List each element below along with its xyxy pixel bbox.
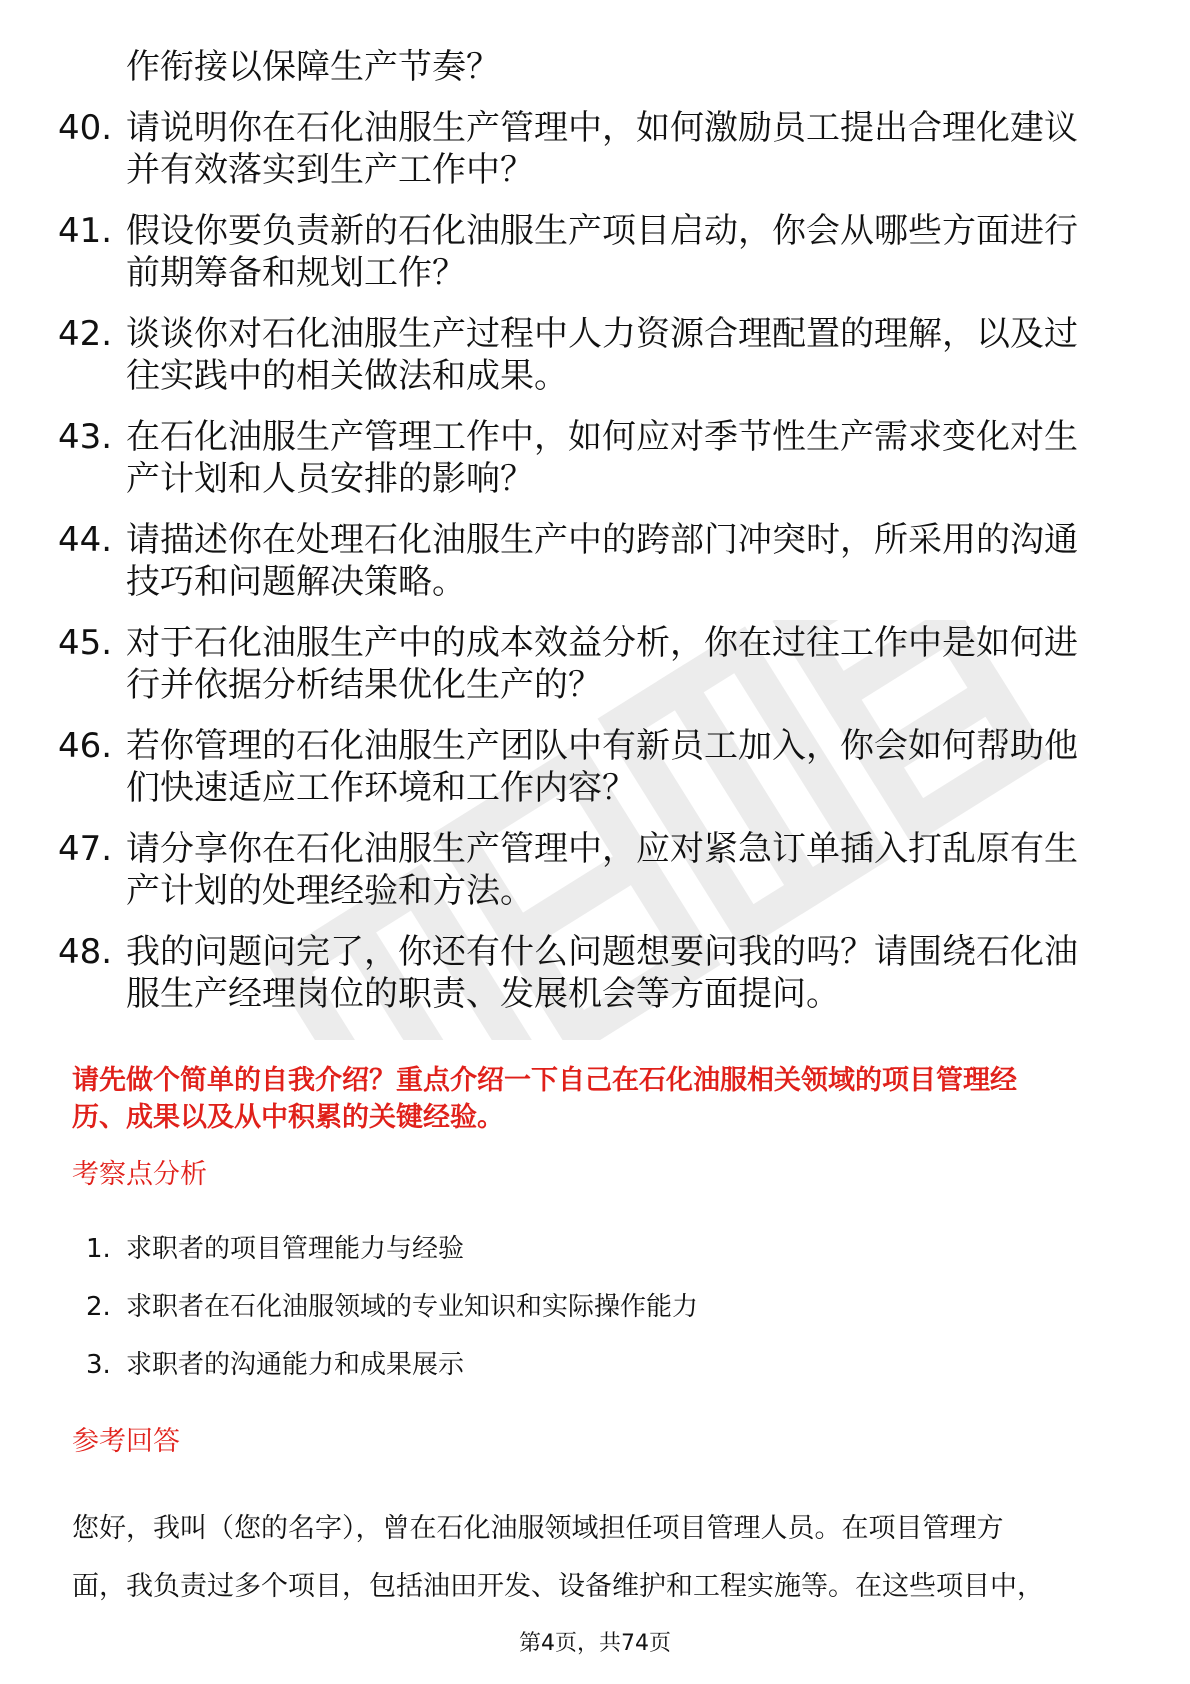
analysis-number: 2.: [86, 1292, 111, 1322]
question-line: 对于石化油服生产中的成本效益分析，你在过往工作中是如何进: [126, 623, 1078, 663]
question-text: [126, 107, 1138, 191]
question-item: [58, 725, 1138, 809]
question-line: 往实践中的相关做法和成果。: [126, 356, 568, 396]
question-item: [58, 107, 1138, 191]
question-item: [58, 46, 1138, 88]
question-number: 48.: [58, 932, 113, 972]
question-text: [126, 313, 1138, 397]
analysis-item: [86, 1232, 698, 1266]
question-number: 44.: [58, 520, 113, 560]
question-line: 前期筹备和规划工作？: [126, 253, 466, 293]
analysis-number: 1.: [86, 1234, 111, 1264]
analysis-heading: 考察点分析: [72, 1159, 207, 1190]
question-item: [58, 313, 1138, 397]
analysis-list: [86, 1232, 698, 1406]
question-line: 技巧和问题解决策略。: [126, 562, 466, 602]
question-item: [58, 519, 1138, 603]
question-item: [58, 210, 1138, 294]
answer-paragraph: [72, 1500, 1112, 1616]
question-line: 在石化油服生产管理工作中，如何应对季节性生产需求变化对生: [126, 417, 1078, 457]
question-list: [58, 46, 1138, 1034]
question-line: 产计划和人员安排的影响？: [126, 459, 534, 499]
page-footer: [0, 1630, 1190, 1658]
analysis-item: [86, 1348, 698, 1382]
analysis-number: 3.: [86, 1350, 111, 1380]
question-line: 假设你要负责新的石化油服生产项目启动，你会从哪些方面进行: [126, 211, 1078, 251]
question-text: [126, 931, 1138, 1015]
question-number: 43.: [58, 417, 113, 457]
featured-question: [72, 1062, 1132, 1136]
question-text: [126, 210, 1138, 294]
question-line: 请分享你在石化油服生产管理中，应对紧急订单插入打乱原有生: [126, 829, 1078, 869]
question-number: 40.: [58, 108, 113, 148]
analysis-text: 求职者的项目管理能力与经验: [126, 1234, 465, 1264]
question-line: 请说明你在石化油服生产管理中，如何激励员工提出合理化建议: [126, 108, 1078, 148]
question-number: 46.: [58, 726, 113, 766]
question-number: 47.: [58, 829, 113, 869]
question-item: [58, 828, 1138, 912]
question-item: [58, 622, 1138, 706]
featured-question-line: 历、成果以及从中积累的关键经验。: [72, 1102, 504, 1133]
answer-line: 面，我负责过多个项目，包括油田开发、设备维护和工程实施等。在这些项目中，: [72, 1571, 1044, 1602]
page-number: 第4页，共74页: [519, 1631, 671, 1656]
question-item: [58, 931, 1138, 1015]
question-line: 们快速适应工作环境和工作内容？: [126, 768, 636, 808]
analysis-text: 求职者的沟通能力和成果展示: [126, 1350, 465, 1380]
question-line: 产计划的处理经验和方法。: [126, 871, 534, 911]
question-text: [126, 519, 1138, 603]
question-line: 服生产经理岗位的职责、发展机会等方面提问。: [126, 974, 840, 1014]
question-text: [126, 828, 1138, 912]
analysis-text: 求职者在石化油服领域的专业知识和实际操作能力: [126, 1292, 699, 1322]
question-line: 请描述你在处理石化油服生产中的跨部门冲突时，所采用的沟通: [126, 520, 1078, 560]
question-text: [126, 725, 1138, 809]
question-line: 谈谈你对石化油服生产过程中人力资源合理配置的理解，以及过: [126, 314, 1078, 354]
answer-heading: 参考回答: [72, 1426, 180, 1457]
question-number: 41.: [58, 211, 113, 251]
question-number: 42.: [58, 314, 113, 354]
question-text: [126, 416, 1138, 500]
question-number: 45.: [58, 623, 113, 663]
question-item: [58, 416, 1138, 500]
featured-question-line: 请先做个简单的自我介绍？重点介绍一下自己在石化油服相关领域的项目管理经: [72, 1065, 1017, 1096]
question-text: 作衔接以保障生产节奏？: [126, 47, 500, 87]
question-line: 行并依据分析结果优化生产的？: [126, 665, 602, 705]
answer-line: 您好，我叫（您的名字），曾在石化油服领域担任项目管理人员。在项目管理方: [72, 1513, 1004, 1544]
analysis-item: [86, 1290, 698, 1324]
question-text: [126, 622, 1138, 706]
question-line: 并有效落实到生产工作中？: [126, 150, 534, 190]
question-line: 我的问题问完了，你还有什么问题想要问我的吗？请围绕石化油: [126, 932, 1078, 972]
question-line: 若你管理的石化油服生产团队中有新员工加入，你会如何帮助他: [126, 726, 1078, 766]
